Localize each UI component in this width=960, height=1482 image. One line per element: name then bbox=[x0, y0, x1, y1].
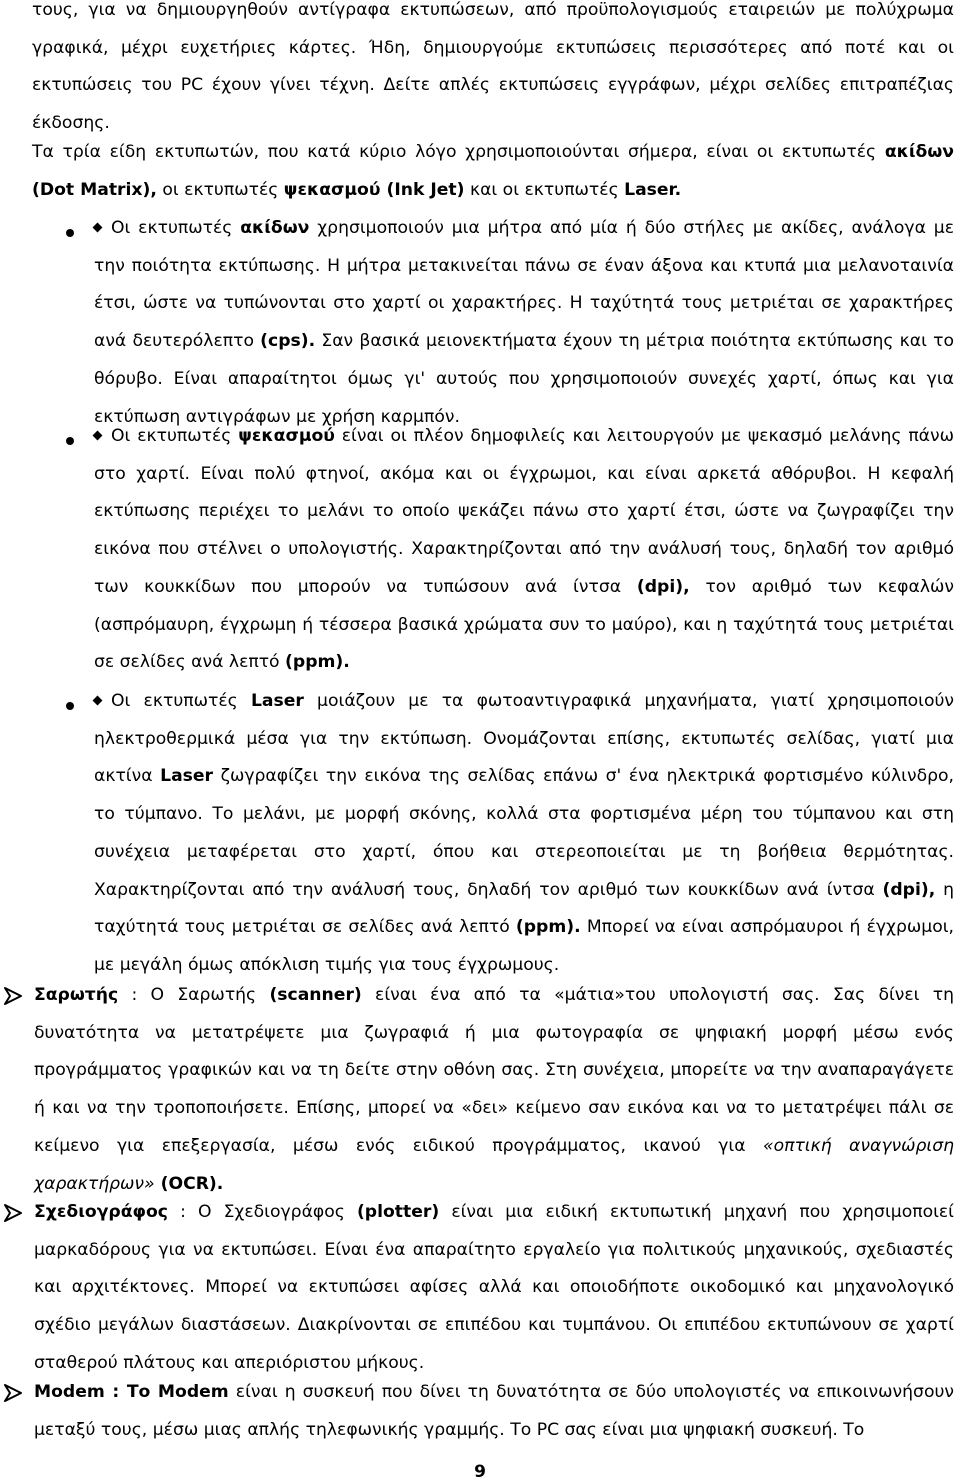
text: τον αριθμό των κεφαλών (ασπρόμαυρη, έγχρωμη ή τέσσερα βασικά χρώματα συν το μαύρο), και η ταχύτητά τους μετριέται σε σελίδες ανά λεπτό bbox=[94, 576, 955, 673]
text: είναι η συσκευή που δίνει τη δυνατότητα σε δύο υπολογιστές να επικοινωνήσουν μεταξύ τους, μέσω μιας απλής τηλεφωνικής γραμμής. Το PC σας είναι μια ψηφιακή συσκευή. Το bbox=[34, 1382, 954, 1440]
bold-text: (ppm). bbox=[285, 652, 350, 673]
text: : Ο Σχεδιογράφος bbox=[167, 1202, 357, 1222]
text: Τα τρία είδη εκτυπωτών, που κατά κύριο λόγο χρησιμοποιούνται σήμερα, είναι οι εκτυπωτές bbox=[32, 142, 885, 162]
bullet-dot-icon bbox=[66, 229, 74, 237]
arrow-bullet-icon bbox=[2, 985, 24, 1007]
diamond-bullet-icon bbox=[93, 430, 103, 440]
arrow-bullet-icon bbox=[2, 1382, 24, 1404]
bold-text: ακίδων (Dot Matrix), bbox=[32, 142, 954, 200]
bullet-dot-icon bbox=[66, 437, 74, 445]
diamond-bullet-icon bbox=[93, 222, 103, 232]
plotter-paragraph bbox=[34, 1194, 954, 1383]
text: η ταχύτητά τους μετριέται σε σελίδες ανά λεπτό bbox=[94, 879, 954, 938]
bold-text: ψεκασμού (Ink Jet) bbox=[283, 179, 465, 200]
bold-text: Laser. bbox=[624, 179, 682, 200]
bold-text: (cps). bbox=[260, 331, 316, 352]
dot-matrix-paragraph bbox=[94, 210, 954, 436]
text: είναι οι πλέον δημοφιλείς και λειτουργούν με ψεκασμό μελάνης πάνω στο χαρτί. Είναι πολύ φτηνοί, ακόμα και οι έγχρωμοι, και είναι αρκετά αθόρυβοι. Η κεφαλή εκτύπωσης περιέχει το μελάνι το οποίο ψεκάζει πάνω στο χαρτί έτσι, ώστε να ζωγραφίζει την εικόνα που στέλνει ο υπολογιστής. Χαρακτηρίζονται από την ανάλυσή τους, δηλαδή τον αριθμό των κουκκίδων που μπορούν να τυπώσουν ανά ίντσα bbox=[94, 426, 954, 597]
text: Οι εκτυπωτές bbox=[111, 691, 251, 711]
text: Οι εκτυπωτές bbox=[111, 218, 241, 238]
intro-paragraph: τους, για να δημιουργηθούν αντίγραφα εκτυπώσεων, από προϋπολογισμούς εταιρειών με πολύχρωμα γραφικά, μέχρι ευχετήριες κάρτες. Ήδη, δημιουργούμε εκτυπώσεις περισσότερες από ποτέ και οι εκτυπώσεις του PC έχουν γίνει τέχνη. Δείτε απλές εκτυπώσεις εγγράφων, μέχρι σελίδες επιτραπέζιας έκδοσης. bbox=[32, 0, 954, 134]
diamond-bullet-icon bbox=[93, 695, 103, 705]
bold-text: (plotter) bbox=[356, 1202, 440, 1222]
text: μοιάζουν με τα φωτοαντιγραφικά μηχανήματα, γιατί χρησιμοποιούν ηλεκτροθερμικά μέσα για την εκτύπωση. Ονομάζονται επίσης, εκτυπωτές σελίδας, γιατί μια ακτίνα bbox=[94, 691, 955, 787]
bold-text: (dpi), bbox=[882, 879, 936, 900]
text: είναι ένα από τα «μάτια»του υπολογιστή σας. Σας δίνει τη δυνατότητα να μετατρέψετε μια ζωγραφιά ή μια φωτογραφία σε ψηφιακή μορφή μέσω ενός προγράμματος γραφικών και να τη δείτε στην οθόνη σας. Στη συνέχεια, μπορείτε να την αναπαραγάγετε ή και να την τροποποιήσετε. Επίσης, μπορεί να «δει» κείμενο σαν εικόνα και να το μετατρέψει πάλι σε κείμενο για επεξεργασία, μέσω ενός ειδικού προγράμματος, ικανού για bbox=[34, 985, 955, 1156]
bold-text: (ppm). bbox=[515, 917, 581, 938]
italic-text: «οπτική αναγνώριση χαρακτήρων» bbox=[34, 1135, 954, 1194]
ink-jet-paragraph bbox=[94, 418, 954, 682]
text: Μπορεί να είναι ασπρόμαυροι ή έγχρωμοι, με μεγάλη όμως απόκλιση τιμής για τους έγχρωμους. bbox=[94, 917, 954, 975]
bold-text: Σαρωτής bbox=[34, 985, 119, 1005]
text: Σαν βασικά μειονεκτήματα έχουν τη μέτρια ποιότητα εκτύπωσης και το θόρυβο. Είναι απαραίτητοι όμως γι' αυτούς που χρησιμοποιούν συνεχές χαρτί, όπως και για εκτύπωση αντιγράφων με χρήση καρμπόν. bbox=[94, 331, 954, 427]
text: χρησιμοποιούν μια μήτρα από μία ή δύο στήλες με ακίδες, ανάλογα με την ποιότητα εκτύπωσης. Η μήτρα μετακινείται πάνω σε έναν άξονα και κτυπά μια μελανοταινία έτσι, ώστε να τυπώνονται στο χαρτί οι χαρακτήρες. Η ταχύτητά τους μετριέται σε χαρακτήρες ανά δευτερόλεπτο bbox=[94, 218, 954, 352]
bold-text: (scanner) bbox=[269, 985, 362, 1005]
text: και οι εκτυπωτές bbox=[464, 179, 625, 200]
scanner-paragraph bbox=[34, 977, 954, 1203]
bold-text: Modem : Το Modem bbox=[34, 1382, 229, 1402]
text: Οι εκτυπωτές bbox=[111, 426, 239, 446]
bold-text: ακίδων bbox=[240, 218, 310, 238]
page-number: 9 bbox=[474, 1462, 486, 1482]
bold-text: Laser bbox=[160, 766, 214, 787]
arrow-bullet-icon bbox=[2, 1202, 24, 1224]
bold-text: Σχεδιογράφος bbox=[34, 1202, 168, 1222]
laser-paragraph bbox=[94, 683, 954, 985]
text: : Ο Σαρωτής bbox=[118, 985, 270, 1005]
bullet-dot-icon bbox=[66, 702, 74, 710]
bold-text: (dpi), bbox=[636, 576, 690, 597]
bold-text: ψεκασμού bbox=[238, 426, 335, 446]
bold-text: (OCR). bbox=[154, 1173, 224, 1194]
modem-paragraph bbox=[34, 1374, 954, 1449]
text: οι εκτυπωτές bbox=[156, 179, 284, 200]
text: είναι μια ειδική εκτυπωτική μηχανή που χρησιμοποιεί μαρκαδόρους για να εκτυπώσει. Είναι ένα απαραίτητο εργαλείο για πολιτικούς μηχανικούς, σχεδιαστές και αρχιτέκτονες. Μπορεί να εκτυπώσει αφίσες αλλά και οποιοδήποτε οικοδομικό και μηχανολογικό σχέδιο μεγάλων διαστάσεων. Διακρίνονται σε επιπέδου και τυμπάνου. Οι επιπέδου εκτυπώνουν σε χαρτί σταθερού πλάτους και απεριόριστου μήκους. bbox=[34, 1202, 955, 1373]
printer-types-paragraph bbox=[32, 134, 954, 209]
bold-text: Laser bbox=[250, 691, 304, 711]
text: ζωγραφίζει την εικόνα της σελίδας επάνω σ' ένα ηλεκτρικά φορτισμένο κύλινδρο, το τύμπανο. Το μελάνι, με μορφή σκόνης, κολλά στα φορτισμένα μέρη του τύμπανου και στη συνέχεια μεταφέρεται στο χαρτί, όπου και στερεοποιείται με τη βοήθεια θερμότητας. Χαρακτηρίζονται από την ανάλυσή τους, δηλαδή τον αριθμό των κουκκίδων ανά ίντσα bbox=[94, 766, 954, 900]
